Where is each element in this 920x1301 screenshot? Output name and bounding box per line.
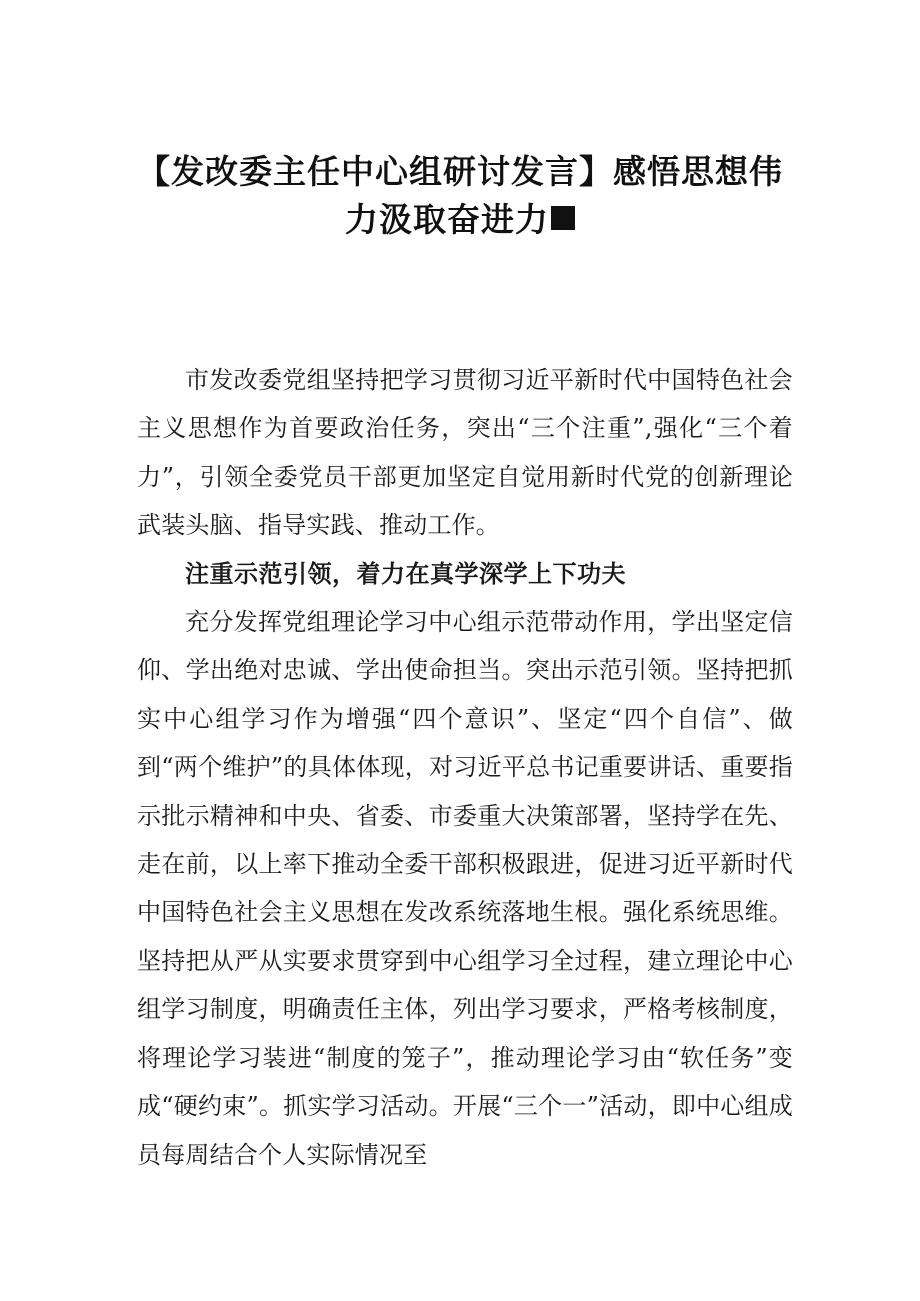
document-title-line-2 [0,194,920,241]
black-square-icon [551,206,575,230]
body-paragraph: 充分发挥党组理论学习中心组示范带动作用，学出坚定信仰、学出绝对忠诚、学出使命担当。突出示范引领。坚持把抓实中心组学习作为增强“四个意识”、坚定“四个自信”、做到“两个维护”的具体体现，对习近平总书记重要讲话、重要指示批示精神和中央、省委、市委重大决策部署，坚持学在先、走在前，以上率下推动全委干部积极跟进，促进习近平新时代中国特色社会主义思想在发改系统落地生根。强化系统思维。坚持把从严从实要求贯穿到中心组学习全过程，建立理论中心组学习制度，明确责任主体，列出学习要求，严格考核制度，将理论学习装进“制度的笼子”，推动理论学习由“软任务”变成“硬约束”。抓实学习活动。开展“三个一”活动，即中心组成员每周结合个人实际情况至 [137,608,793,1169]
section-heading: 注重示范引领，着力在真学深学上下功夫 [185,559,626,588]
document-body [137,356,793,1179]
intro-paragraph: 市发改委党组坚持把学习贯彻习近平新时代中国特色社会主义思想作为首要政治任务，突出“三个注重”,强化“三个着力”，引领全委党员干部更加坚定自觉用新时代党的创新理论武装头脑、指导实践、推动工作。 [137,366,793,540]
document-title-line-2-text: 力汲取奋进力 [345,200,549,239]
document-title-line-1: 【发改委主任中心组研讨发言】感悟思想伟 [137,152,783,191]
